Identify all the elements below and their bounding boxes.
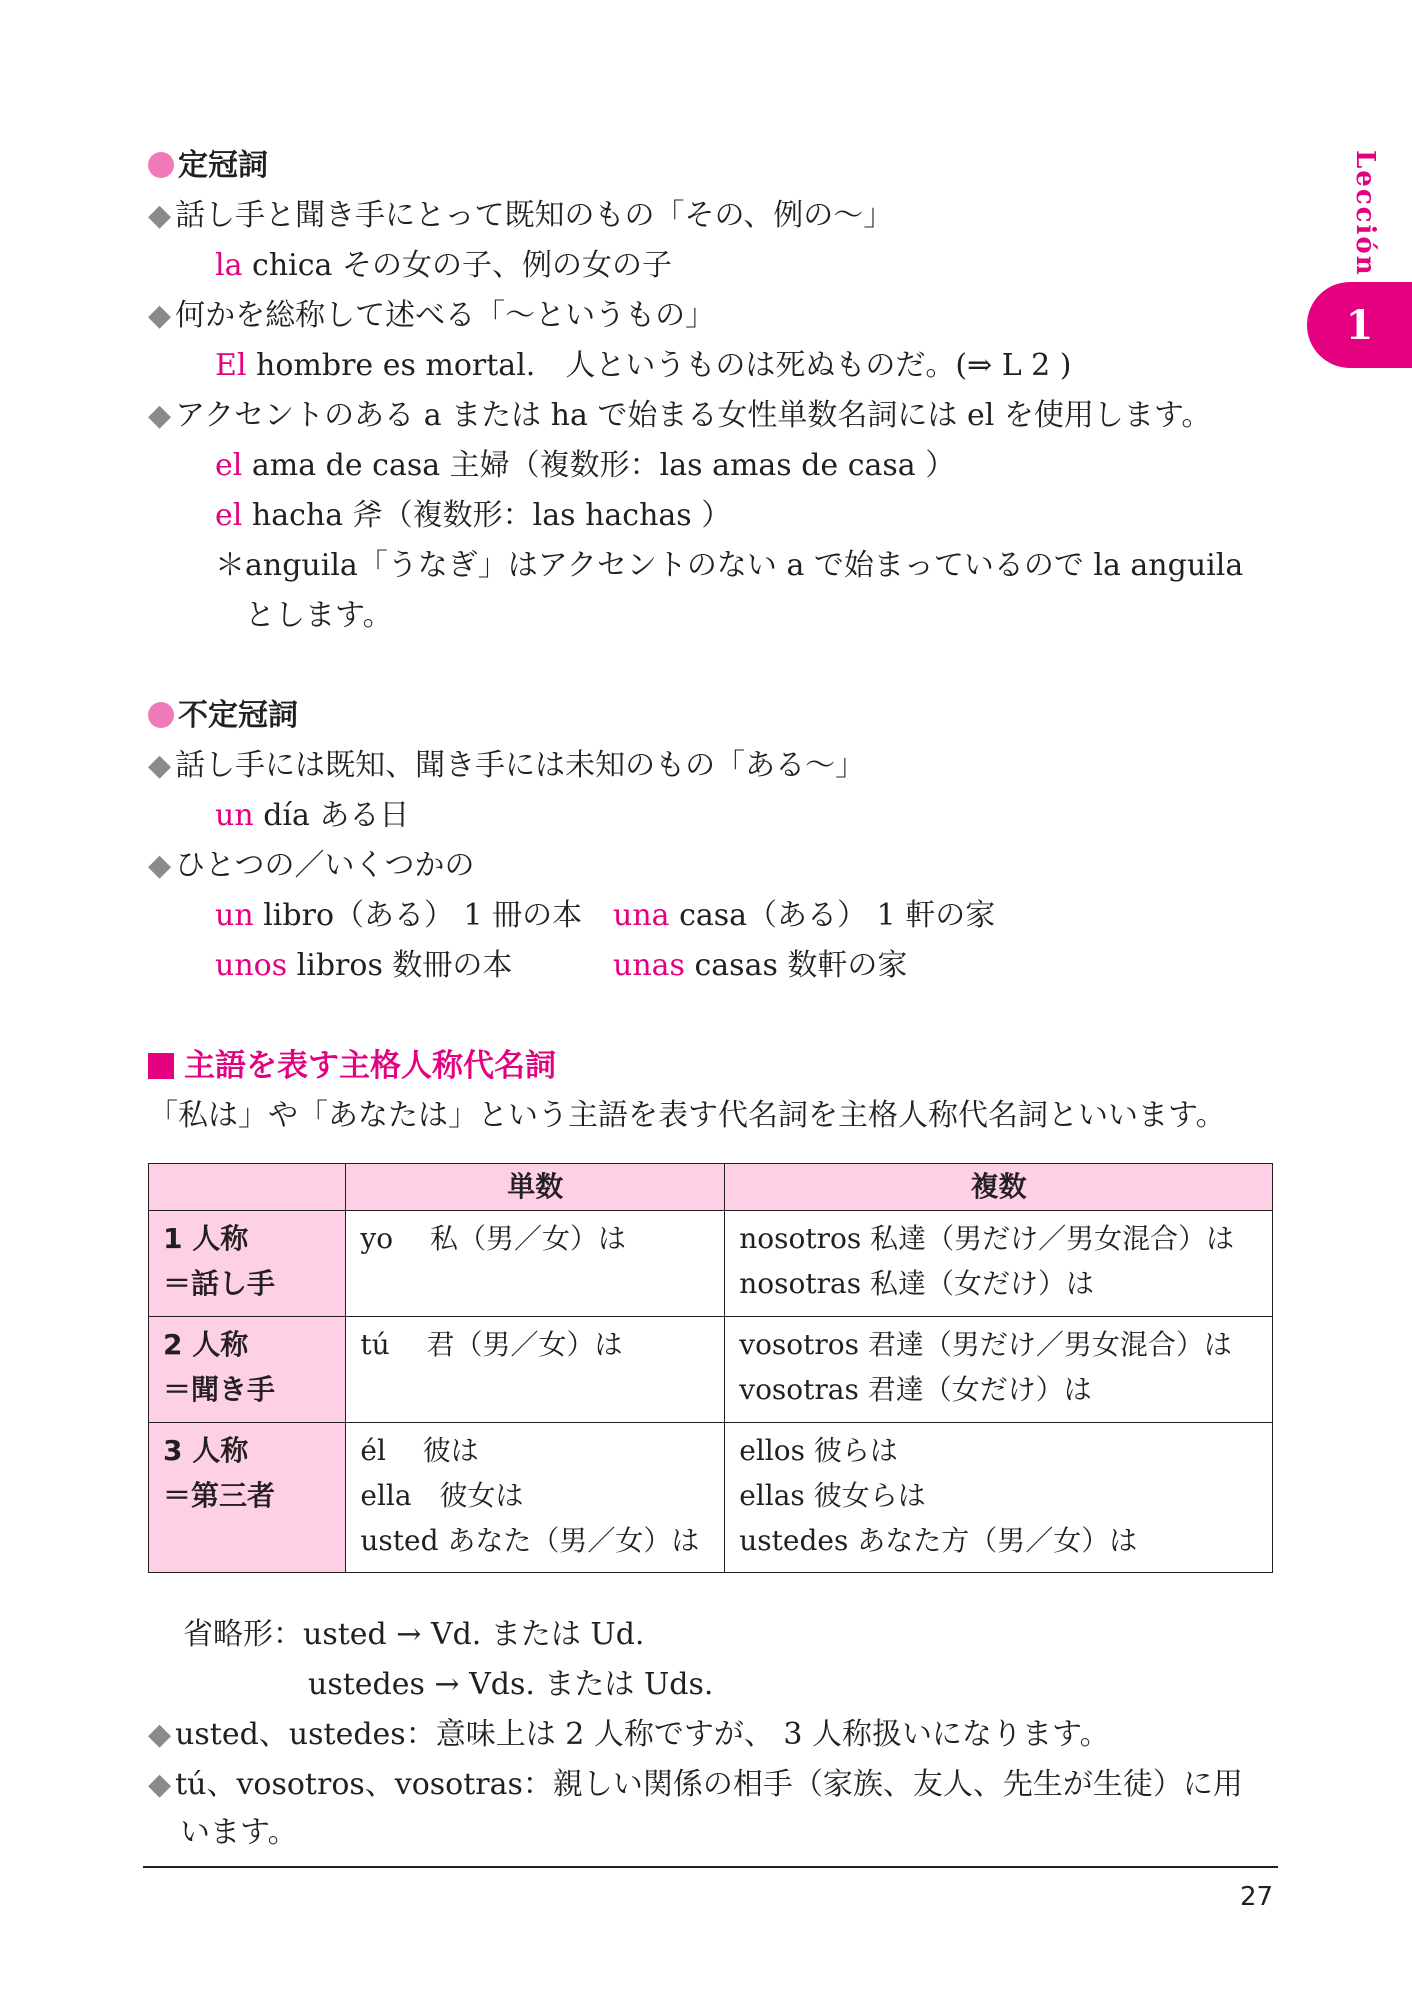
diamond-icon: ◆ bbox=[148, 298, 172, 333]
plural-cell: vosotros 君達（男だけ／男女混合）は vosotras 君達（女だけ）は bbox=[725, 1317, 1273, 1423]
row-head-cell: 2 人称 ＝聞き手 bbox=[149, 1317, 346, 1423]
table-row bbox=[149, 1211, 1273, 1317]
indefinite-heading: 不定冠詞 bbox=[148, 698, 298, 734]
pronoun-table bbox=[148, 1163, 1273, 1573]
pronoun-note-2-cont: います。 bbox=[180, 1815, 298, 1850]
indefinite-example-3: una casa（ある） 1 軒の家 bbox=[613, 898, 996, 933]
definite-example-3: el ama de casa 主婦（複数形：las amas de casa ） bbox=[215, 448, 956, 483]
indefinite-bullet-1: ◆ 話し手には既知、聞き手には未知のもの「ある～」 bbox=[148, 748, 866, 783]
table-row bbox=[149, 1423, 1273, 1573]
pronoun-intro: 「私は」や「あなたは」という主語を表す代名詞を主格人称代名詞といいます。 bbox=[148, 1098, 1226, 1133]
pink-dot-icon bbox=[148, 702, 174, 728]
singular-cell: tú 君（男／女）は bbox=[346, 1317, 725, 1423]
indefinite-example-1: un día ある日 bbox=[215, 798, 410, 833]
definite-example-1: la chica その女の子、例の女の子 bbox=[215, 248, 672, 283]
row-head-cell: 1 人称 ＝話し手 bbox=[149, 1211, 346, 1317]
table-header-cell: 単数 bbox=[346, 1164, 725, 1211]
definite-note-line-2: とします。 bbox=[245, 598, 393, 633]
plural-cell: nosotros 私達（男だけ／男女混合）は nosotras 私達（女だけ）は bbox=[725, 1211, 1273, 1317]
singular-cell: él 彼は ella 彼女は usted あなた（男／女）は bbox=[346, 1423, 725, 1573]
table-row bbox=[149, 1317, 1273, 1423]
definite-bullet-1: ◆ 話し手と聞き手にとって既知のもの「その、例の～」 bbox=[148, 198, 894, 233]
lesson-number: 1 bbox=[1345, 301, 1374, 349]
diamond-icon: ◆ bbox=[148, 198, 172, 233]
lesson-number-tab bbox=[1307, 282, 1412, 368]
indefinite-example-2: un libro（ある） 1 冊の本 bbox=[215, 898, 583, 933]
diamond-icon: ◆ bbox=[148, 1767, 172, 1802]
pronoun-heading: 主語を表す主格人称代名詞 bbox=[148, 1048, 556, 1085]
indefinite-example-5: unas casas 数軒の家 bbox=[613, 948, 908, 983]
page-number: 27 bbox=[1240, 1882, 1274, 1912]
abbreviation-line-1: 省略形：usted → Vd. または Ud. bbox=[183, 1617, 645, 1652]
definite-bullet-2: ◆ 何かを総称して述べる「～というもの」 bbox=[148, 298, 716, 333]
pink-square-icon bbox=[148, 1053, 174, 1079]
pronoun-note-1: ◆ usted、ustedes：意味上は 2 人称ですが、 3 人称扱いになります。 bbox=[148, 1717, 1110, 1752]
definite-note-line-1: ＊anguila「うなぎ」はアクセントのない a で始まっているので la anguila bbox=[215, 548, 1244, 583]
table-header-row bbox=[149, 1164, 1273, 1211]
lesson-label: Lección bbox=[1350, 150, 1380, 277]
indefinite-example-4: unos libros 数冊の本 bbox=[215, 948, 513, 983]
table-header-cell bbox=[149, 1164, 346, 1211]
pink-dot-icon bbox=[148, 152, 174, 178]
diamond-icon: ◆ bbox=[148, 1717, 172, 1752]
definite-example-4: el hacha 斧（複数形：las hachas ） bbox=[215, 498, 732, 533]
table-header-cell: 複数 bbox=[725, 1164, 1273, 1211]
plural-cell: ellos 彼らは ellas 彼女らは ustedes あなた方（男／女）は bbox=[725, 1423, 1273, 1573]
indefinite-bullet-2: ◆ ひとつの／いくつかの bbox=[148, 848, 475, 883]
diamond-icon: ◆ bbox=[148, 398, 172, 433]
row-head-cell: 3 人称 ＝第三者 bbox=[149, 1423, 346, 1573]
abbreviation-line-2: ustedes → Vds. または Uds. bbox=[308, 1667, 714, 1702]
definite-heading: 定冠詞 bbox=[148, 148, 268, 184]
footer-rule bbox=[143, 1866, 1278, 1868]
pronoun-note-2: ◆ tú、vosotros、vosotras：親しい関係の相手（家族、友人、先生が生徒）に用 bbox=[148, 1767, 1243, 1802]
definite-bullet-3: ◆ アクセントのある a または ha で始まる女性単数名詞には el を使用します。 bbox=[148, 398, 1212, 433]
definite-example-2: El hombre es mortal. 人というものは死ぬものだ。(⇒ L 2 ) bbox=[215, 348, 1072, 383]
singular-cell: yo 私（男／女）は bbox=[346, 1211, 725, 1317]
diamond-icon: ◆ bbox=[148, 848, 172, 883]
diamond-icon: ◆ bbox=[148, 748, 172, 783]
